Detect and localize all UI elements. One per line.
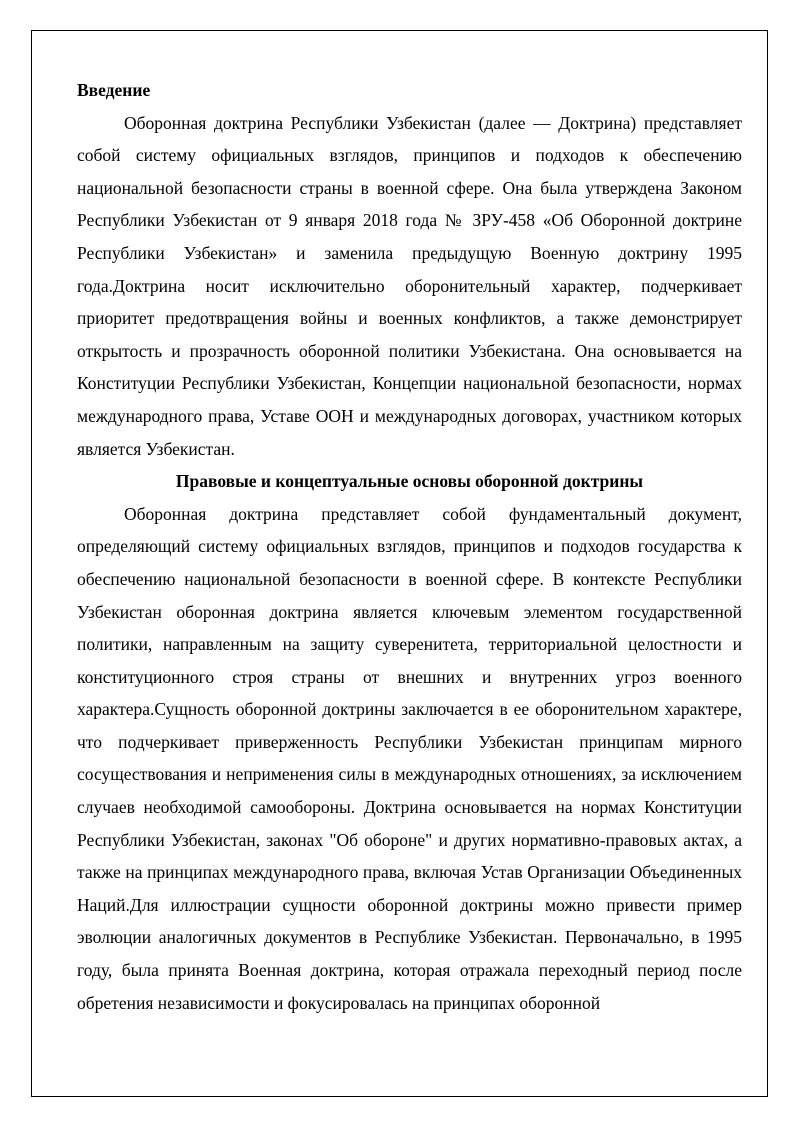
- document-body: [77, 74, 742, 1019]
- section-paragraph: Оборонная доктрина представляет собой фундаментальный документ, определяющий систему официальных взглядов, принципов и подходов государства к обеспечению национальной безопасности в военной сфере. В контексте Республики Узбекистан оборонная доктрина является ключевым элементом государственной политики, направленным на защиту суверенитета, территориальной целостности и конституционного строя страны от внешних и внутренних угроз военного характера.Сущность оборонной доктрины заключается в ее оборонительном характере, что подчеркивает приверженность Республики Узбекистан принципам мирного сосуществования и неприменения силы в международных отношениях, за исключением случаев необходимой самообороны. Доктрина основывается на нормах Конституции Республики Узбекистан, законах "Об обороне" и других нормативно-правовых актах, а также на принципах международного права, включая Устав Организации Объединенных Наций.Для иллюстрации сущности оборонной доктрины можно привести пример эволюции аналогичных документов в Республике Узбекистан. Первоначально, в 1995 году, была принята Военная доктрина, которая отражала переходный период после обретения независимости и фокусировалась на принципах оборонной: [77, 503, 742, 1013]
- intro-heading: Введение: [77, 80, 151, 100]
- intro-paragraph: Оборонная доктрина Республики Узбекистан (далее — Доктрина) представляет собой систему официальных взглядов, принципов и подходов к обеспечению национальной безопасности страны в военной сфере. Она была утверждена Законом Республики Узбекистан от 9 января 2018 года № ЗРУ-458 «Об Оборонной доктрине Республики Узбекистан» и заменила предыдущую Военную доктрину 1995 года.Доктрина носит исключительно оборонительный характер, подчеркивает приоритет предотвращения войны и военных конфликтов, а также демонстрирует открытость и прозрачность оборонной политики Узбекистана. Она основывается на Конституции Республики Узбекистан, Концепции национальной безопасности, нормах международного права, Уставе ООН и международных договорах, участником которых является Узбекистан.: [77, 112, 742, 459]
- section-heading: Правовые и концептуальные основы оборонной доктрины: [175, 471, 644, 492]
